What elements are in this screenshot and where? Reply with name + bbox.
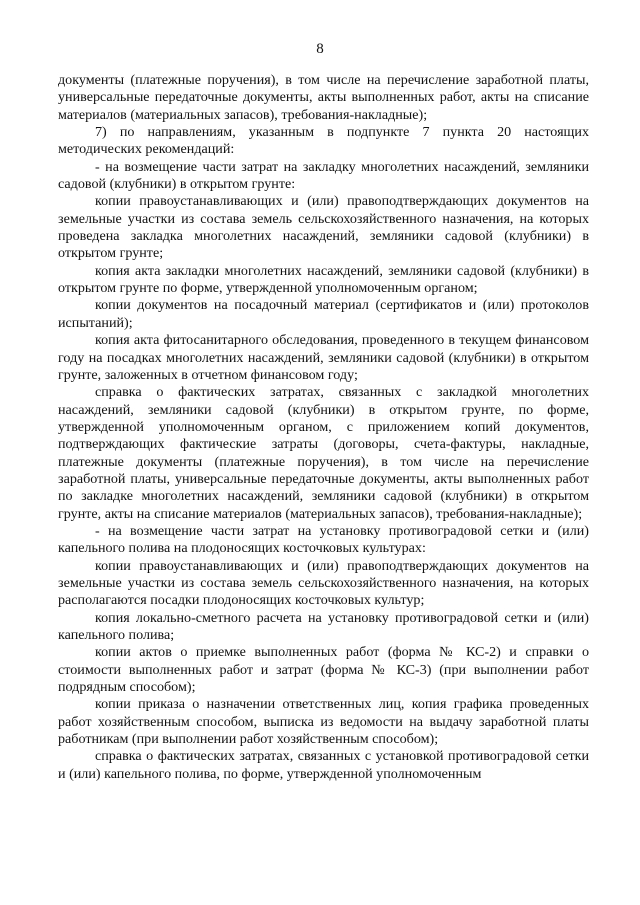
paragraph: справка о фактических затратах, связанных с закладкой многолетних насаждений, земляники садовой (клубники) в открытом грунте, по форме, утвержденной уполномоченным органом, с приложением копий документов, подтверждающих фактические затраты (договоры, счета-фактуры, накладные, платежные документы (платежные поручения), в том числе на перечисление заработной платы, универсальные передаточные документы, акты выполненных работ по закладке многолетних насаждений, земляники садовой (клубники) в открытом грунте, акты на списание материалов (материальных запасов), требования-накладные); xyxy=(58,384,589,522)
page-number: 8 xyxy=(316,41,324,57)
paragraph: справка о фактических затратах, связанных с установкой противоградовой сетки и (или) капельного полива, по форме, утвержденной уполномоченным xyxy=(58,748,589,782)
paragraph: - на возмещение части затрат на закладку многолетних насаждений, земляники садовой (клубники) в открытом грунте: xyxy=(58,158,589,193)
paragraph: копии приказа о назначении ответственных лиц, копия графика проведенных работ хозяйственным способом, выписка из ведомости на выдачу заработной платы работникам (при выполнении работ хозяйственным способом); xyxy=(58,696,589,748)
paragraph: 7) по направлениям, указанным в подпункте 7 пункта 20 настоящих методических рекомендаций: xyxy=(58,124,589,158)
paragraph: копия локально-сметного расчета на установку противоградовой сетки и (или) капельного полива; xyxy=(58,609,589,643)
paragraph: копия акта закладки многолетних насаждений, земляники садовой (клубники) в открытом грунте по форме, утвержденной уполномоченным органом; xyxy=(58,262,589,297)
paragraph: копии правоустанавливающих и (или) правоподтверждающих документов на земельные участки из состава земель сельскохозяйственного назначения, на которых располагаются посадки плодоносящих косточковых культур; xyxy=(58,557,589,609)
paragraph: - на возмещение части затрат на установку противоградовой сетки и (или) капельного полива на плодоносящих косточковых культурах: xyxy=(58,522,589,557)
paragraph: копии актов о приемке выполненных работ (форма № КС-2) и справки о стоимости выполненных работ и затрат (форма № КС-3) (при выполнении работ подрядным способом); xyxy=(58,644,589,696)
paragraph: документы (платежные поручения), в том числе на перечисление заработной платы, универсальные передаточные документы, акты выполненных работ, акты на списание материалов (материальных запасов), требования-накладные); xyxy=(58,72,589,123)
paragraph: копии правоустанавливающих и (или) правоподтверждающих документов на земельные участки из состава земель сельскохозяйственного назначения, на которых проведена закладка многолетних насаждений, земляники садовой (клубники) в открытом грунте; xyxy=(58,193,589,262)
document-body xyxy=(58,72,589,783)
paragraph: копии документов на посадочный материал (сертификатов и (или) протоколов испытаний); xyxy=(58,297,589,331)
paragraph: копия акта фитосанитарного обследования, проведенного в текущем финансовом году на посадках многолетних насаждений, земляники садовой (клубники) в открытом грунте, заложенных в отчетном финансовом году; xyxy=(58,332,589,383)
